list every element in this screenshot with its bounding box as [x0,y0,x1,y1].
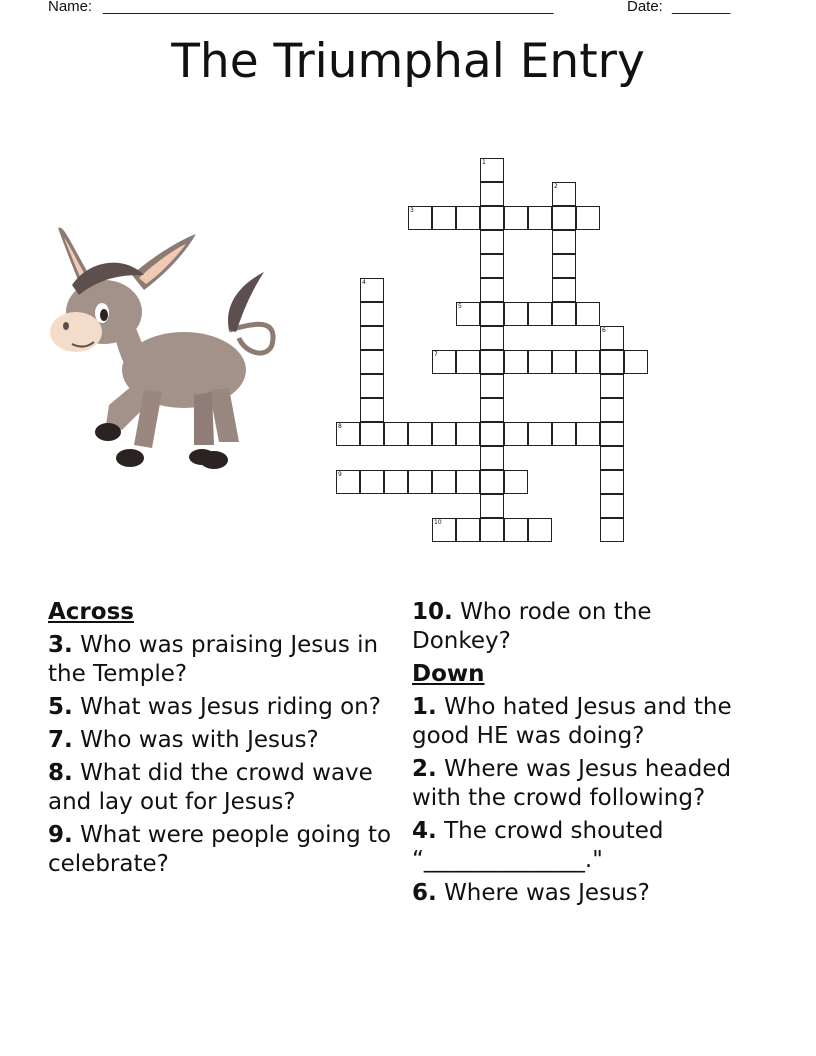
across-heading: Across [48,599,134,625]
grid-cell[interactable] [360,302,384,326]
grid-cell[interactable] [552,230,576,254]
grid-cell[interactable] [528,518,552,542]
grid-cell[interactable] [576,350,600,374]
grid-cell[interactable] [600,494,624,518]
grid-cell[interactable] [552,302,576,326]
grid-cell[interactable] [408,422,432,446]
clue-text: What did the crowd wave and lay out for Jesus? [48,760,373,815]
grid-cell[interactable] [360,374,384,398]
across-clue [48,693,408,722]
grid-cell[interactable] [600,350,624,374]
grid-clue-number: 10 [434,519,442,526]
grid-clue-number: 5 [458,303,462,310]
grid-cell[interactable] [480,374,504,398]
grid-cell[interactable] [360,398,384,422]
grid-cell[interactable] [600,518,624,542]
grid-cell[interactable] [480,206,504,230]
grid-cell[interactable] [408,470,432,494]
across-clue [48,759,408,817]
clues-right-column [412,598,742,912]
name-field[interactable]: ______________________________________________________ [103,0,554,15]
clue-number: 3. [48,632,73,658]
clue-number: 10. [412,599,453,625]
clue-number: 6. [412,880,437,906]
grid-cell[interactable] [408,206,432,230]
across-clue [48,631,408,689]
grid-cell[interactable] [480,446,504,470]
down-heading: Down [412,661,485,687]
clue-number: 2. [412,756,437,782]
clue-text: Where was Jesus headed with the crowd following? [412,756,732,811]
grid-cell[interactable] [480,422,504,446]
grid-cell[interactable] [600,446,624,470]
grid-cell[interactable] [360,278,384,302]
grid-cell[interactable] [552,182,576,206]
grid-cell[interactable] [384,422,408,446]
grid-clue-number: 7 [434,351,438,358]
grid-cell[interactable] [504,518,528,542]
grid-clue-number: 8 [338,423,342,430]
across-clue [48,821,408,879]
grid-cell[interactable] [480,398,504,422]
across-clue [412,598,742,656]
grid-cell[interactable] [360,326,384,350]
grid-cell[interactable] [504,350,528,374]
grid-cell[interactable] [432,350,456,374]
clue-number: 7. [48,727,73,753]
down-clue [412,879,742,908]
grid-cell[interactable] [504,422,528,446]
grid-cell[interactable] [456,470,480,494]
grid-cell[interactable] [336,422,360,446]
grid-cell[interactable] [552,206,576,230]
grid-cell[interactable] [504,206,528,230]
grid-cell[interactable] [552,350,576,374]
grid-cell[interactable] [480,182,504,206]
grid-cell[interactable] [432,518,456,542]
header-line [48,0,748,20]
grid-cell[interactable] [576,302,600,326]
grid-cell[interactable] [552,254,576,278]
grid-cell[interactable] [360,422,384,446]
across-clue [48,726,408,755]
page-title: The Triumphal Entry [171,34,645,89]
grid-cell[interactable] [480,350,504,374]
down-clue [412,755,742,813]
grid-cell[interactable] [456,350,480,374]
clues-left-column [48,598,408,883]
grid-cell[interactable] [480,470,504,494]
grid-clue-number: 1 [482,159,486,166]
clue-number: 9. [48,822,73,848]
grid-cell[interactable] [384,470,408,494]
grid-cell[interactable] [576,422,600,446]
name-label: Name: [48,0,93,15]
grid-clue-number: 9 [338,471,342,478]
grid-cell[interactable] [456,518,480,542]
grid-cell[interactable] [528,422,552,446]
grid-cell[interactable] [552,278,576,302]
grid-cell[interactable] [336,470,360,494]
grid-cell[interactable] [528,206,552,230]
grid-cell[interactable] [528,302,552,326]
clue-number: 5. [48,694,73,720]
grid-clue-number: 6 [602,327,606,334]
grid-cell[interactable] [360,470,384,494]
date-field[interactable]: _______ [672,0,731,15]
clue-text: Who was with Jesus? [80,727,319,753]
date-label: Date: [627,0,663,15]
grid-cell[interactable] [360,350,384,374]
grid-clue-number: 4 [362,279,366,286]
grid-cell[interactable] [480,230,504,254]
grid-clue-number: 3 [410,207,414,214]
grid-cell[interactable] [432,422,456,446]
grid-cell[interactable] [432,206,456,230]
down-clue [412,693,742,751]
grid-cell[interactable] [456,206,480,230]
grid-cell[interactable] [624,350,648,374]
grid-cell[interactable] [600,374,624,398]
clue-text: Who was praising Jesus in the Temple? [48,632,379,687]
grid-cell[interactable] [480,158,504,182]
down-clue [412,817,742,875]
grid-cell[interactable] [504,470,528,494]
grid-cell[interactable] [504,302,528,326]
grid-cell[interactable] [480,254,504,278]
grid-cell[interactable] [480,518,504,542]
grid-cell[interactable] [480,302,504,326]
grid-cell[interactable] [432,470,456,494]
clue-text: Where was Jesus? [444,880,650,906]
clue-number: 1. [412,694,437,720]
grid-cell[interactable] [600,398,624,422]
donkey-illustration [44,220,284,475]
grid-cell[interactable] [576,206,600,230]
grid-clue-number: 2 [554,183,558,190]
grid-cell[interactable] [600,470,624,494]
grid-cell[interactable] [600,326,624,350]
grid-cell[interactable] [480,494,504,518]
clue-text: The crowd shouted “______________." [412,818,664,873]
clue-text: Who rode on the Donkey? [412,599,652,654]
grid-cell[interactable] [600,422,624,446]
grid-cell[interactable] [456,422,480,446]
clue-number: 4. [412,818,437,844]
grid-cell[interactable] [528,350,552,374]
grid-cell[interactable] [456,302,480,326]
clue-text: What was Jesus riding on? [80,694,381,720]
grid-cell[interactable] [552,422,576,446]
grid-cell[interactable] [480,326,504,350]
clue-number: 8. [48,760,73,786]
grid-cell[interactable] [480,278,504,302]
clue-text: What were people going to celebrate? [48,822,392,877]
clue-text: Who hated Jesus and the good HE was doing? [412,694,732,749]
